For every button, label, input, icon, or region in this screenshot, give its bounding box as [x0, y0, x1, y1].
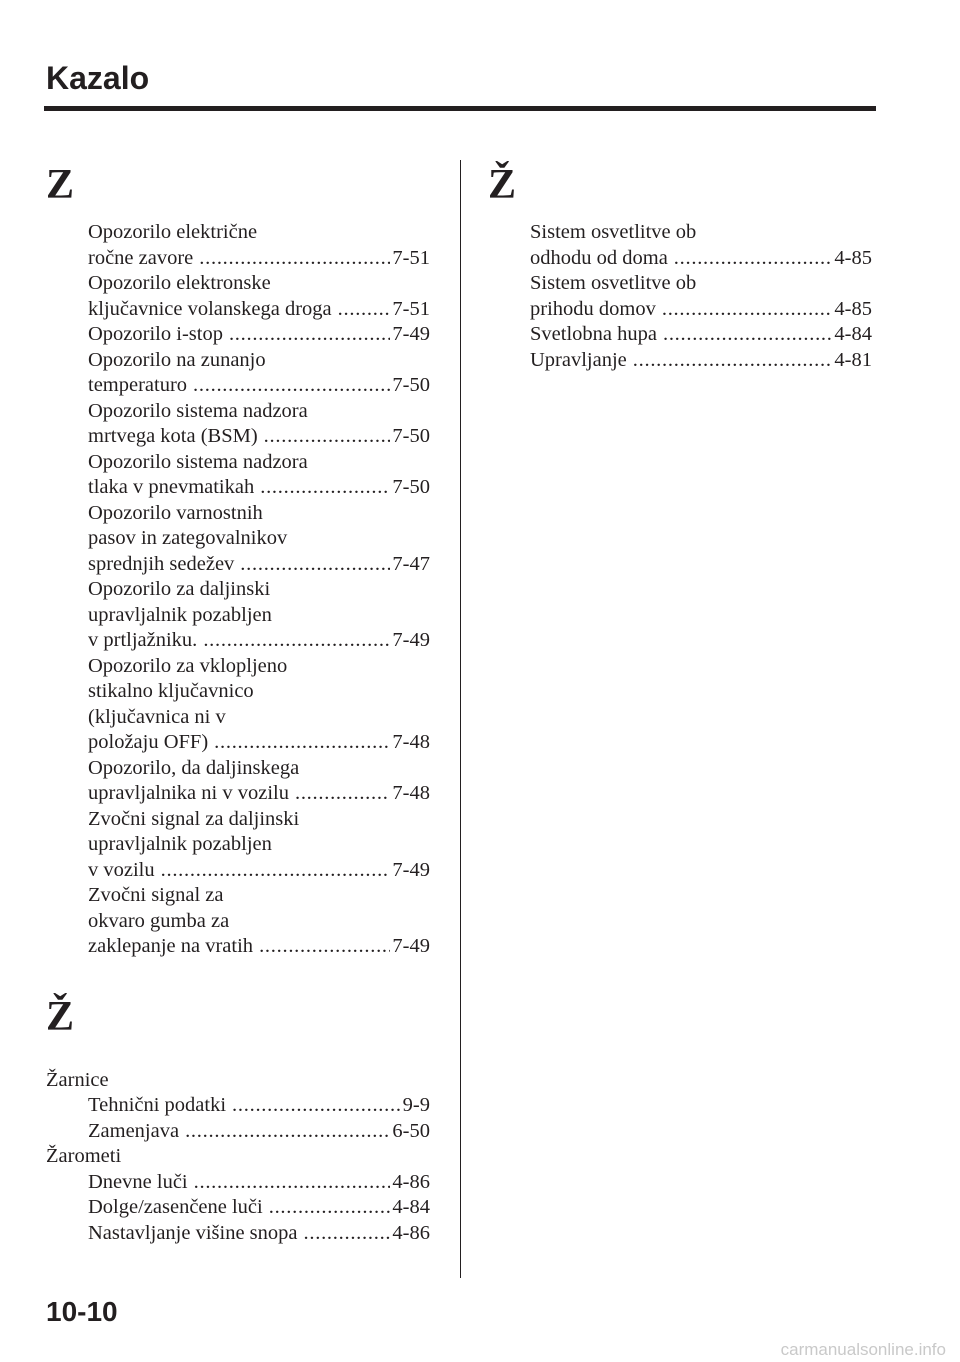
page-header-title: Kazalo [46, 60, 150, 96]
entry-text: Nastavljanje višine snopa [88, 1221, 298, 1244]
page-ref: 7-48 [392, 731, 430, 753]
index-entry[interactable] [88, 1221, 430, 1247]
page-ref: 4-86 [392, 1221, 430, 1244]
entry-text: Opozorilo, da daljinskega [88, 756, 300, 779]
page-ref: 7-50 [392, 374, 430, 396]
page-ref: 7-49 [392, 858, 430, 881]
entry-text: Sistem osvetlitve ob [530, 272, 697, 294]
dot-leader [338, 297, 391, 323]
page-number: 10-10 [46, 1296, 118, 1327]
entry-text: Sistem osvetlitve ob [530, 221, 697, 243]
page-ref: 7-48 [392, 782, 430, 804]
index-sublist [46, 1093, 430, 1144]
entry-text: Svetlobna hupa [530, 323, 657, 345]
dot-leader [295, 781, 390, 807]
index-list-z [46, 220, 430, 960]
index-entry[interactable] [88, 348, 430, 399]
index-entry[interactable] [88, 399, 430, 450]
entry-text: odhodu od doma [530, 246, 668, 269]
page-ref: 4-86 [392, 1170, 430, 1193]
page-ref: 4-84 [392, 1196, 430, 1218]
page-ref: 4-81 [834, 348, 872, 371]
entry-text: zaklepanje na vratih [88, 935, 254, 957]
page-ref: 7-49 [392, 323, 430, 345]
dot-leader [161, 858, 391, 884]
index-entry[interactable] [88, 271, 430, 322]
entry-text: v vozilu [88, 858, 155, 881]
index-entry[interactable] [88, 883, 430, 960]
entry-text: stikalno ključavnico [88, 680, 254, 702]
index-entry[interactable] [88, 322, 430, 348]
dot-leader [264, 424, 391, 450]
entry-text: Zvočni signal za [88, 884, 224, 906]
page-ref: 7-51 [392, 297, 430, 320]
entry-text: Upravljanje [530, 348, 627, 371]
entry-text: tlaka v pnevmatikah [88, 476, 255, 498]
entry-text: Opozorilo sistema nadzora [88, 450, 308, 473]
entry-text: prihodu domov [530, 297, 656, 320]
entry-text: v prtljažniku. [88, 629, 198, 651]
dot-leader [199, 246, 390, 272]
page-ref: 7-50 [392, 425, 430, 447]
index-entry[interactable] [530, 348, 872, 374]
entry-text: sprednjih sedežev [88, 552, 235, 575]
entry-text: upravljalnik pozabljen [88, 603, 272, 626]
page-ref: 7-49 [392, 935, 430, 957]
right-column [488, 150, 872, 373]
dot-leader [229, 322, 390, 348]
watermark: carmanualsonline.info [780, 1340, 946, 1359]
entry-text: upravljalnika ni v vozilu [88, 782, 289, 804]
index-head-word[interactable]: Žarnice [46, 1068, 109, 1091]
index-entry[interactable] [88, 807, 430, 884]
index-entry[interactable] [530, 322, 872, 348]
entry-text: položaju OFF) [88, 731, 209, 753]
dot-leader [259, 934, 390, 960]
page-ref: 4-85 [834, 297, 872, 320]
index-entry[interactable] [88, 1093, 430, 1119]
entry-text: Dnevne luči [88, 1170, 188, 1193]
dot-leader [674, 246, 833, 272]
page-ref: 7-47 [392, 552, 430, 575]
dot-leader [232, 1093, 401, 1119]
dot-leader [203, 628, 390, 654]
dot-leader [214, 730, 390, 756]
entry-text: pasov in zategovalnikov [88, 527, 288, 549]
section-letter-zh: Ž [488, 162, 517, 208]
entry-text: Opozorilo i-stop [88, 323, 223, 345]
entry-text: ključavnice volanskega droga [88, 297, 332, 320]
index-entry[interactable] [88, 577, 430, 654]
entry-text: Opozorilo sistema nadzora [88, 399, 308, 422]
entry-text: okvaro gumba za [88, 909, 230, 932]
dot-leader [663, 322, 832, 348]
entry-text: Opozorilo za daljinski [88, 578, 271, 600]
entry-text: mrtvega kota (BSM) [88, 425, 258, 447]
dot-leader [260, 475, 390, 501]
entry-text: upravljalnik pozabljen [88, 833, 272, 855]
entry-text: Opozorilo električne [88, 221, 258, 243]
index-entry[interactable] [530, 271, 872, 322]
column-divider [460, 160, 461, 1278]
entry-text: Tehnični podatki [88, 1094, 227, 1116]
index-entry[interactable] [88, 450, 430, 501]
header-rule [44, 106, 876, 111]
dot-leader [240, 552, 390, 578]
index-head-word[interactable]: Žarometi [46, 1145, 122, 1167]
page-ref: 4-84 [834, 323, 872, 345]
index-sublist [46, 1170, 430, 1247]
dot-leader [193, 373, 390, 399]
index-entry[interactable] [88, 1195, 430, 1221]
entry-text: Opozorilo za vklopljeno [88, 654, 288, 677]
section-letter-zh: Ž [46, 993, 75, 1040]
left-column [46, 150, 430, 1246]
entry-text: Zvočni signal za daljinski [88, 807, 300, 830]
index-entry[interactable] [88, 220, 430, 271]
entry-text: Opozorilo elektronske [88, 272, 271, 294]
page-ref: 7-51 [392, 246, 430, 269]
dot-leader [304, 1221, 391, 1247]
dot-leader [185, 1119, 390, 1145]
dot-leader [194, 1170, 391, 1196]
index-entry[interactable] [88, 1119, 430, 1145]
index-entry[interactable] [88, 501, 430, 578]
entry-text: Opozorilo na zunanjo [88, 348, 266, 371]
dot-leader [269, 1195, 391, 1221]
section-letter-z: Z [46, 162, 75, 208]
entry-text: Opozorilo varnostnih [88, 501, 263, 524]
dot-leader [633, 348, 833, 374]
page-ref: 7-50 [392, 476, 430, 498]
index-entry[interactable] [530, 220, 872, 271]
entry-text: Zamenjava [88, 1119, 180, 1142]
page-ref: 9-9 [402, 1094, 430, 1116]
page-ref: 7-49 [392, 629, 430, 651]
dot-leader [662, 297, 833, 323]
index-entry[interactable] [88, 756, 430, 807]
entry-text: ročne zavore [88, 246, 194, 269]
index-list-zh [488, 220, 872, 373]
entry-text: (ključavnica ni v [88, 705, 226, 728]
page-ref: 6-50 [392, 1119, 430, 1142]
index-entry[interactable] [88, 1170, 430, 1196]
entry-text: Dolge/zasenčene luči [88, 1196, 263, 1218]
entry-text: temperaturo [88, 374, 188, 396]
page-ref: 4-85 [834, 246, 872, 269]
index-entry[interactable] [88, 654, 430, 756]
